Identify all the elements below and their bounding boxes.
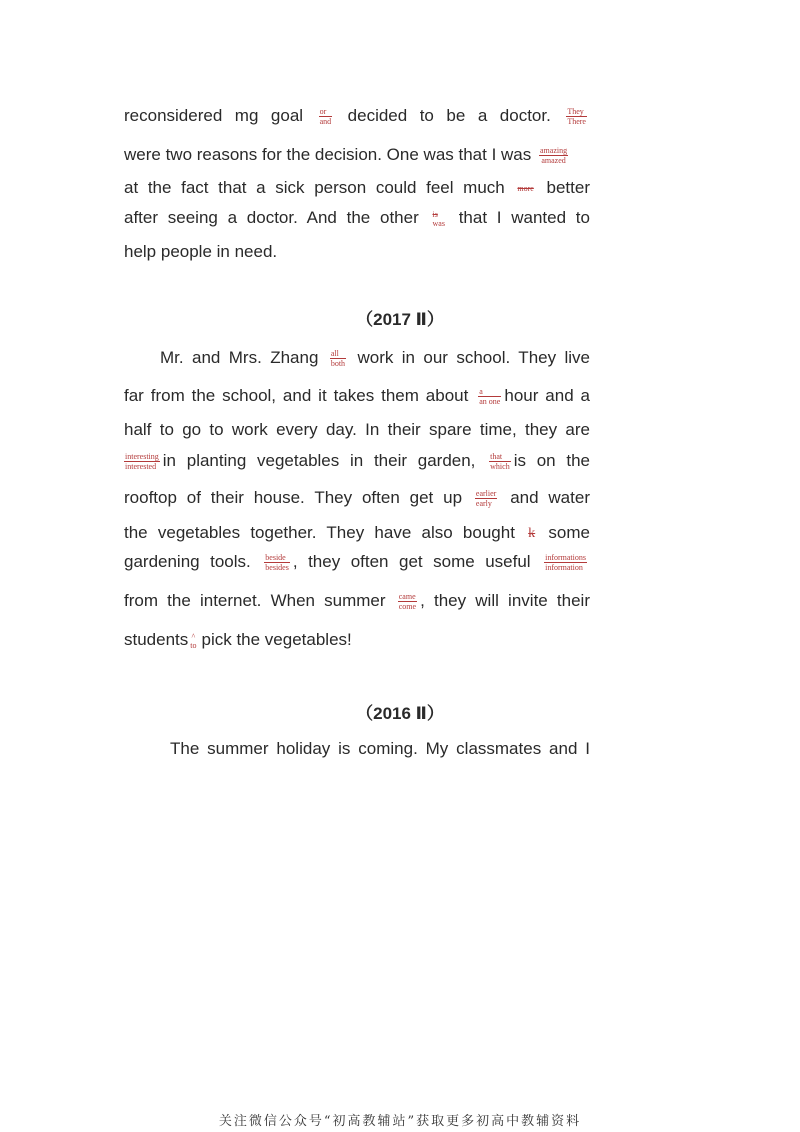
correction-mark: is was [432, 209, 445, 228]
correction-mark: or and [319, 107, 332, 127]
text: , they will invite their [420, 591, 590, 610]
correction-mark: informations information [545, 553, 586, 573]
correction-mark: interesting interested [125, 452, 159, 472]
section-heading-2016: （2016 Ⅱ） [356, 704, 444, 723]
text: far from the school, and it takes them about [124, 386, 469, 405]
footer-notice: 关注微信公众号“初高教辅站”获取更多初高中教辅资料 [218, 1114, 582, 1129]
para1-line-3 [124, 176, 590, 200]
text: work in our school. They live [357, 348, 591, 367]
s2017-line-8 [124, 589, 590, 613]
text: Mr. and Mrs. Zhang [160, 348, 319, 367]
text: in planting vegetables in their garden, [162, 451, 476, 470]
s2017-line-1 [160, 346, 590, 370]
correction-mark: all both [330, 349, 346, 369]
s2017-line-2 [124, 384, 590, 408]
para1-line-1 [124, 104, 590, 128]
text: pick the vegetables! [201, 630, 352, 649]
correction-mark: They There [567, 107, 586, 127]
text: hour and a [504, 386, 590, 405]
correction-mark: a an one [479, 387, 501, 407]
s2017-line-9 [124, 628, 590, 652]
para1-line-5: help people in need. [124, 242, 278, 261]
text: students [124, 630, 189, 649]
s2017-line-6 [124, 521, 590, 545]
s2017-line-4 [124, 449, 590, 473]
text: , they often get some useful [292, 552, 531, 571]
text: rooftop of their house. They often get up [124, 488, 463, 507]
s2017-line-7 [124, 550, 590, 574]
s2017-line-3: half to go to work every day. In their spare time, they are [124, 420, 590, 439]
text: the vegetables together. They have also bought [124, 523, 515, 542]
deletion-mark: k [528, 525, 536, 541]
s2017-line-5 [124, 486, 590, 510]
text: from the internet. When summer [124, 591, 386, 610]
text: better [546, 178, 590, 197]
correction-mark: that which [490, 452, 510, 472]
para1-line-4 [124, 206, 590, 230]
s2016-line-1: The summer holiday is coming. My classmates and I [170, 739, 590, 758]
text: some [548, 523, 590, 542]
text: that I wanted to [458, 208, 590, 227]
text: gardening tools. [124, 552, 251, 571]
text: at the fact that a sick person could feel much [124, 178, 505, 197]
correction-mark: beside besides [265, 553, 289, 573]
text: reconsidered mg goal [124, 106, 304, 125]
text: after seeing a doctor. And the other [124, 208, 419, 227]
para1-line-2 [124, 143, 590, 167]
section-heading-2017: （2017 Ⅱ） [356, 310, 444, 329]
correction-mark: came come [398, 592, 417, 612]
insertion-mark: ^ to [190, 631, 197, 650]
correction-mark: amazing amazed [540, 146, 568, 166]
text: were two reasons for the decision. One was that I was [124, 145, 532, 164]
correction-mark: earlier early [475, 489, 497, 509]
text: decided to be a doctor. [347, 106, 551, 125]
text: and water [510, 488, 590, 507]
deletion-mark: more [517, 183, 534, 193]
text: is on the [513, 451, 590, 470]
